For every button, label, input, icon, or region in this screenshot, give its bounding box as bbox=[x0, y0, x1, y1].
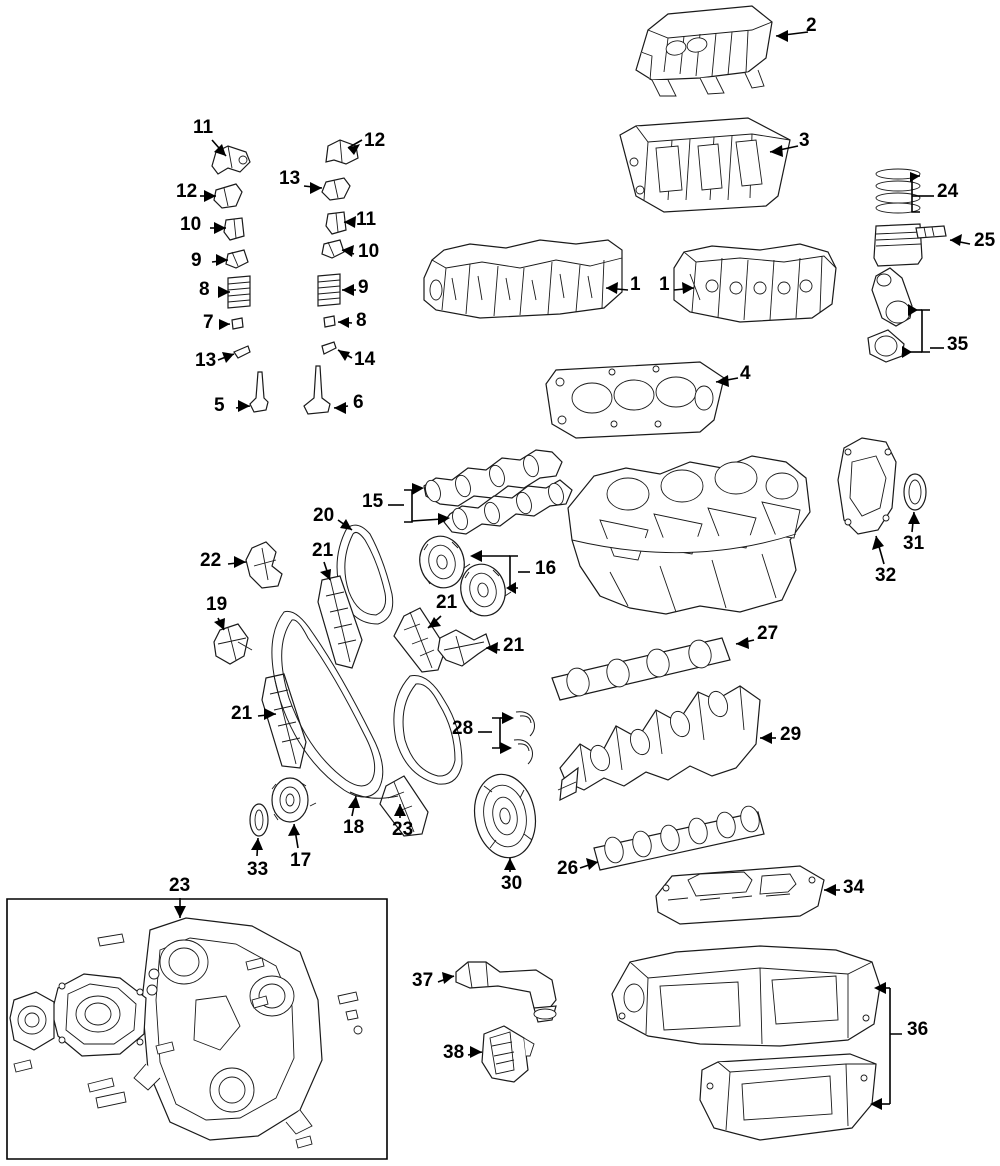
part-21-chain-guide-a bbox=[318, 576, 362, 668]
callout-18: 19 bbox=[206, 594, 228, 615]
part-13-valve-guide-right bbox=[322, 342, 336, 354]
callout-21-d: 23 bbox=[392, 819, 414, 840]
callout-10-right: 11 bbox=[356, 209, 377, 230]
part-14-camshafts bbox=[423, 450, 572, 534]
part-1-cylinder-head-right bbox=[674, 244, 836, 322]
callout-37: 37 bbox=[412, 970, 434, 991]
part-1-cylinder-head-left bbox=[424, 240, 622, 318]
callout-11-right: 12 bbox=[364, 130, 386, 151]
part-28-main-bearings-upper bbox=[552, 638, 730, 700]
part-7-valve-seal-right bbox=[324, 316, 335, 327]
callout-5: 5 bbox=[214, 395, 225, 416]
callout-25: 25 bbox=[974, 230, 996, 251]
callout-1-left: 1 bbox=[630, 274, 641, 295]
callout-38: 38 bbox=[443, 1042, 465, 1063]
callout-21-a: 21 bbox=[312, 540, 334, 561]
callout-26: 35 bbox=[947, 334, 969, 355]
part-21-chain-guide-c bbox=[262, 674, 306, 768]
part-23-timing-cover-assembly bbox=[10, 918, 362, 1148]
part-32-rear-oil-seal bbox=[904, 474, 926, 510]
part-10-valve-keeper-right bbox=[326, 212, 346, 234]
callout-4: 3 bbox=[799, 130, 810, 151]
callout-12-right: 13 bbox=[279, 168, 301, 189]
part-18-chain-tensioner bbox=[214, 624, 252, 664]
part-20-chain-tensioner-2 bbox=[438, 630, 490, 666]
callout-1-right: 1 bbox=[659, 274, 670, 295]
part-3-cylinder-head-cover bbox=[636, 6, 772, 96]
part-9-spring-retainer-right bbox=[322, 240, 344, 258]
callout-23: 23 bbox=[169, 875, 191, 896]
callout-32: 31 bbox=[903, 533, 925, 554]
part-36-oil-pan-upper bbox=[612, 946, 880, 1046]
callout-11-left: 11 bbox=[193, 117, 214, 138]
part-29-thrust-washers bbox=[514, 712, 535, 764]
callout-30: 29 bbox=[780, 724, 802, 745]
callout-35: 34 bbox=[843, 877, 865, 898]
part-25-piston bbox=[874, 224, 946, 266]
part-34-crank-seal-ring bbox=[250, 804, 268, 836]
part-33-rear-main-seal-retainer bbox=[838, 438, 896, 534]
callout-33: 32 bbox=[875, 565, 897, 586]
callout-19: 20 bbox=[313, 505, 335, 526]
callout-15: 16 bbox=[535, 558, 557, 579]
part-2-head-gasket bbox=[546, 362, 724, 438]
callout-9-left: 9 bbox=[191, 250, 202, 271]
part-5-intake-valve bbox=[250, 372, 268, 412]
callout-22: 22 bbox=[200, 550, 222, 571]
part-27-main-bearings-lower bbox=[594, 804, 764, 870]
callout-8-right: 9 bbox=[358, 277, 369, 298]
callout-36: 36 bbox=[907, 1019, 929, 1040]
part-37-oil-pump-pickup-tube bbox=[456, 962, 556, 1022]
callout-17: 18 bbox=[343, 817, 365, 838]
callout-34: 33 bbox=[247, 859, 269, 880]
part-35-oil-pan-baffle bbox=[656, 866, 824, 924]
part-cylinder-block bbox=[568, 456, 810, 614]
part-6-exhaust-valve bbox=[304, 366, 330, 414]
callout-20: 21 bbox=[503, 635, 525, 656]
callout-9-right: 10 bbox=[358, 241, 380, 262]
part-16-crank-sprocket bbox=[272, 778, 316, 822]
part-26-connecting-rod bbox=[868, 268, 912, 362]
part-9-spring-retainer-left bbox=[226, 250, 248, 268]
callout-14: 15 bbox=[362, 491, 384, 512]
part-31-crankshaft-pulley bbox=[468, 769, 542, 862]
callout-7-left: 7 bbox=[203, 312, 214, 333]
part-4-cover-plate bbox=[620, 118, 790, 212]
callout-29: 28 bbox=[452, 718, 474, 739]
callout-16: 17 bbox=[290, 850, 312, 871]
callout-24: 24 bbox=[937, 181, 959, 202]
part-13-valve-guide-left bbox=[234, 346, 250, 358]
part-8-valve-spring-right bbox=[318, 274, 340, 306]
part-36-oil-pan-lower bbox=[700, 1054, 876, 1140]
callout-3: 2 bbox=[806, 15, 817, 36]
callout-8-left: 8 bbox=[199, 279, 210, 300]
callout-21-c: 21 bbox=[231, 703, 253, 724]
part-7-valve-seal-left bbox=[232, 318, 243, 329]
callout-7-right: 8 bbox=[356, 310, 367, 331]
callout-27: 26 bbox=[557, 858, 579, 879]
part-8-valve-spring-left bbox=[228, 276, 250, 308]
callout-10-left: 10 bbox=[180, 214, 202, 235]
callout-12-left: 12 bbox=[176, 181, 198, 202]
part-22-oil-control-valve bbox=[246, 542, 282, 588]
callout-2: 4 bbox=[740, 363, 751, 384]
callout-13-left: 13 bbox=[195, 350, 217, 371]
part-12-lash-adjuster-right bbox=[322, 178, 350, 200]
callout-28: 27 bbox=[757, 623, 779, 644]
part-12-lash-adjuster-left bbox=[214, 184, 242, 208]
part-38-oil-cooler-housing bbox=[482, 1026, 534, 1082]
callout-21-b: 21 bbox=[436, 592, 458, 613]
part-10-valve-keeper-left bbox=[224, 218, 244, 240]
part-30-crankshaft bbox=[558, 686, 760, 800]
callout-13-right: 14 bbox=[354, 349, 376, 370]
callout-31: 30 bbox=[501, 873, 523, 894]
callout-6: 6 bbox=[353, 392, 364, 413]
